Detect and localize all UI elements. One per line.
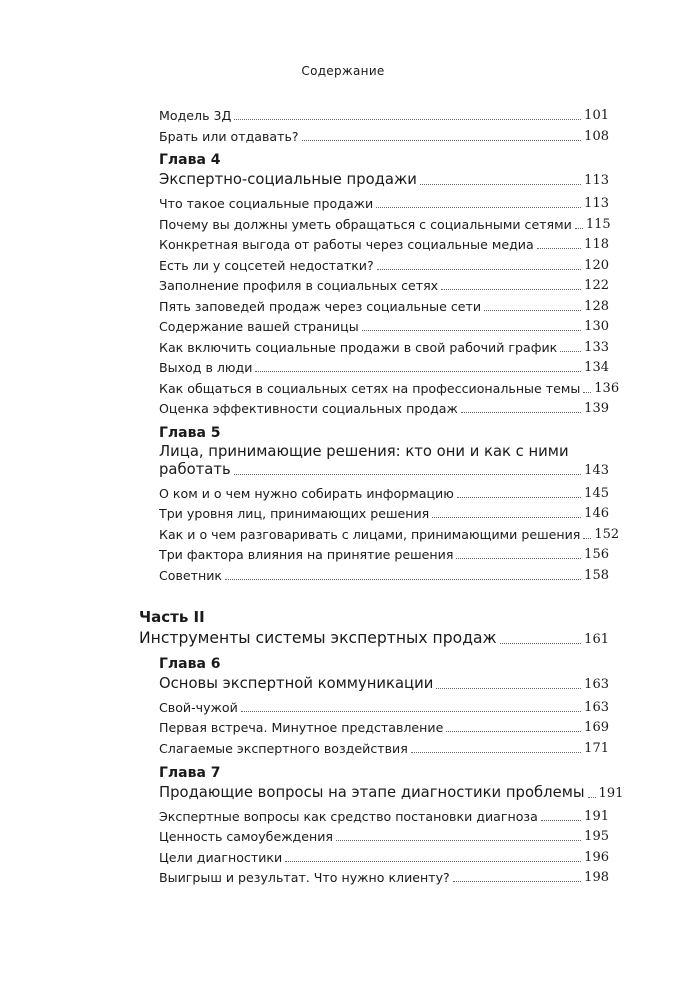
chapter-title-line: Лица, принимающие решения: кто они и как с ними [159,443,569,460]
toc-entry-page: 158 [584,568,609,583]
toc-entry-title: Первая встреча. Минутное представление [159,720,444,735]
toc-entry-title: Как включить социальные продажи в свой рабочий график [159,340,558,355]
chapter-title-block[interactable] [159,442,609,478]
toc-entry[interactable] [159,196,609,211]
toc-entry-page: 134 [584,360,609,375]
toc-entry[interactable] [159,217,609,232]
chapter-title: Продающие вопросы на этапе диагностики проблемы [159,784,585,801]
part-page: 161 [584,632,609,647]
dot-leader [537,248,581,249]
toc-entry-page: 198 [584,870,609,885]
toc-entry-page: 163 [584,700,609,715]
chapter-title-row [159,461,609,478]
dot-leader [500,643,582,644]
dot-leader [575,228,583,229]
chapter-title: Экспертно-социальные продажи [159,171,417,188]
chapter-page: 113 [584,173,609,188]
chapter-page: 143 [584,463,609,478]
dot-leader [457,497,581,498]
chapter-title-row[interactable] [159,675,609,692]
toc-entry-title: Как и о чем разговаривать с лицами, принимающими решения [159,527,581,542]
toc-entry-page: 195 [584,829,609,844]
dot-leader [376,207,581,208]
toc-entry[interactable] [159,258,609,273]
dot-leader [225,579,581,580]
toc-entry[interactable] [159,278,609,293]
toc-entry-title: Брать или отдавать? [159,129,299,144]
toc-entry-title: Свой-чужой [159,700,238,715]
toc-entry-page: 136 [594,381,620,396]
dot-leader [377,269,582,270]
toc-entry[interactable] [159,547,609,562]
dot-leader [588,797,596,798]
toc-entry-page: 101 [584,108,609,123]
dot-leader [432,517,581,518]
dot-leader [420,184,581,185]
toc-entry[interactable] [159,129,609,144]
toc-entry-title: Три уровня лиц, принимающих решения [159,506,430,521]
dot-leader [436,688,581,689]
toc-entry[interactable] [159,829,609,844]
part-title: Инструменты системы экспертных продаж [139,629,497,647]
toc-entry-page: 115 [585,217,611,232]
toc-entry[interactable] [159,360,609,375]
toc-entry[interactable] [159,486,609,501]
toc-entry-title: Слагаемые экспертного воздействия [159,741,408,756]
toc-entry[interactable] [159,237,609,252]
toc-entry-title: Выигрыш и результат. Что нужно клиенту? [159,870,450,885]
toc-entry[interactable] [159,108,609,123]
chapter-title-row[interactable] [159,784,624,801]
dot-leader [241,711,581,712]
chapter-label: Глава 5 [159,425,221,441]
toc-entry-title: Ценность самоубеждения [159,829,333,844]
toc-entry-title: О ком и о чем нужно собирать информацию [159,486,454,501]
toc-entry-page: 171 [584,741,609,756]
dot-leader [234,119,581,120]
toc-entry-title: Модель 3Д [159,108,232,123]
toc-entry[interactable] [159,809,609,824]
toc-entry-title: Содержание вашей страницы [159,319,359,334]
dot-leader [453,881,581,882]
toc-entry-page: 128 [584,299,609,314]
toc-entry[interactable] [159,506,609,521]
dot-leader [336,840,581,841]
toc-entry-title: Есть ли у соцсетей недостатки? [159,258,374,273]
toc-entry[interactable] [159,741,609,756]
toc-entry[interactable] [159,299,609,314]
chapter-page: 191 [598,786,624,801]
chapter-label: Глава 7 [159,765,221,781]
part-label: Часть II [139,608,205,626]
dot-leader [362,330,581,331]
dot-leader [441,289,581,290]
toc-entry[interactable] [159,720,609,735]
dot-leader [461,412,581,413]
toc-entry[interactable] [159,381,620,396]
chapter-title-line: работать [159,461,231,478]
dot-leader [541,820,581,821]
toc-entry-page: 120 [584,258,609,273]
dot-leader [446,731,581,732]
chapter-title-row[interactable] [159,171,609,188]
toc-entry-title: Что такое социальные продажи [159,196,374,211]
dot-leader [456,558,581,559]
toc-entry-title: Конкретная выгода от работы через социальные медиа [159,237,534,252]
chapter-page: 163 [584,677,609,692]
dot-leader [302,140,582,141]
toc-entry-title: Оценка эффективности социальных продаж [159,401,458,416]
toc-entry-page: 196 [584,850,609,865]
toc-entry-page: 169 [584,720,609,735]
toc-entry[interactable] [159,870,609,885]
dot-leader [484,310,581,311]
dot-leader [285,861,581,862]
toc-entry-page: 191 [584,809,609,824]
toc-entry[interactable] [159,340,609,355]
toc-entry-page: 130 [584,319,609,334]
toc-entry-title: Цели диагностики [159,850,283,865]
part-title-row[interactable] [139,629,609,647]
toc-entry-title: Пять заповедей продаж через социальные сети [159,299,482,314]
toc-entry[interactable] [159,319,609,334]
chapter-title: Основы экспертной коммуникации [159,675,434,692]
toc-entry-title: Три фактора влияния на принятие решения [159,547,454,562]
toc-entry-page: 113 [584,196,609,211]
toc-entry-page: 108 [584,129,609,144]
toc-entry-title: Почему вы должны уметь обращаться с социальными сетями [159,217,572,232]
toc-entry[interactable] [159,700,609,715]
toc-entry-title: Экспертные вопросы как средство постановки диагноза [159,809,538,824]
dot-leader [583,392,591,393]
dot-leader [255,371,581,372]
toc-entry-title: Советник [159,568,223,583]
dot-leader [583,538,591,539]
toc-entry[interactable] [159,568,609,583]
toc-entry-title: Как общаться в социальных сетях на профессиональные темы [159,381,581,396]
toc-entry-page: 146 [584,506,609,521]
toc-entry[interactable] [159,401,609,416]
dot-leader [234,474,582,475]
toc-entry[interactable] [159,850,609,865]
chapter-label: Глава 4 [159,152,221,168]
toc-entry-page: 139 [584,401,609,416]
toc-entry-page: 122 [584,278,609,293]
toc-entry-page: 156 [584,547,609,562]
page-header-title: Содержание [301,64,385,78]
toc-entry-page: 133 [584,340,609,355]
dot-leader [560,351,581,352]
toc-entry-page: 152 [594,527,620,542]
toc-entry-title: Заполнение профиля в социальных сетях [159,278,439,293]
chapter-label: Глава 6 [159,656,221,672]
toc-entry[interactable] [159,527,620,542]
toc-entry-page: 145 [584,486,609,501]
dot-leader [411,752,581,753]
toc-entry-title: Выход в люди [159,360,253,375]
toc-entry-page: 118 [584,237,609,252]
